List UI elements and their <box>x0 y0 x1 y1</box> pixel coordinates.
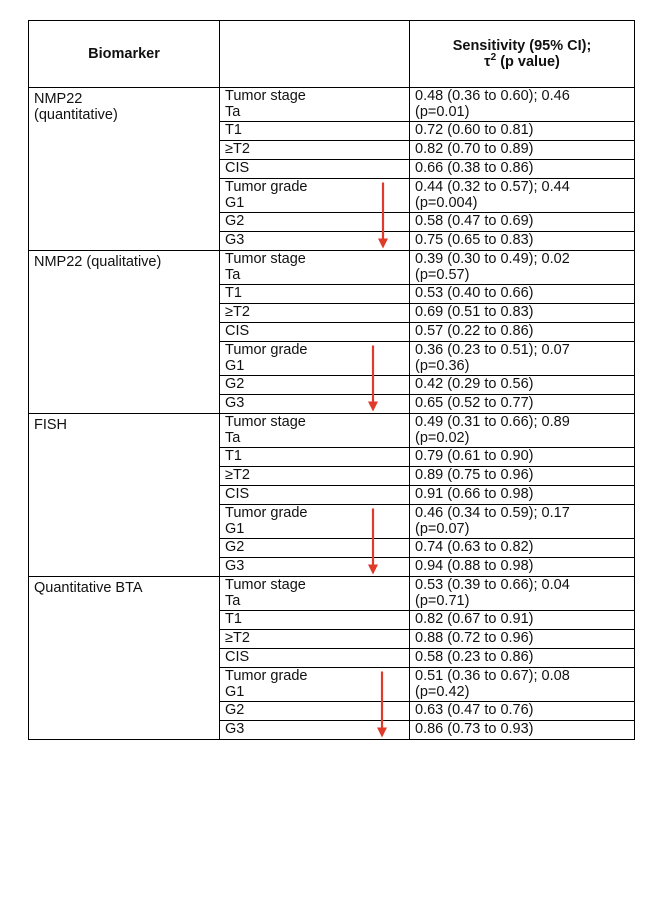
sensitivity-cell <box>410 721 635 740</box>
sensitivity-value: 0.69 (0.51 to 0.83) <box>415 304 534 320</box>
sensitivity-value: (p=0.01) <box>415 104 470 120</box>
category-cell <box>220 160 410 179</box>
sensitivity-cell <box>410 251 635 285</box>
category-label: T1 <box>225 285 242 301</box>
category-cell <box>220 630 410 649</box>
header-tau-sup: 2 <box>490 52 497 64</box>
header-sensitivity-line2: (p value) <box>500 54 560 70</box>
sensitivity-value: (p=0.02) <box>415 430 470 446</box>
category-label: Tumor grade <box>225 505 308 521</box>
sensitivity-value: 0.48 (0.36 to 0.60); 0.46 <box>415 88 570 104</box>
category-cell <box>220 558 410 577</box>
category-cell <box>220 323 410 342</box>
sensitivity-value: 0.82 (0.70 to 0.89) <box>415 141 534 157</box>
sensitivity-value: 0.42 (0.29 to 0.56) <box>415 376 534 392</box>
sensitivity-value: 0.46 (0.34 to 0.59); 0.17 <box>415 505 570 521</box>
table-header-row <box>29 21 635 88</box>
sensitivity-cell <box>410 285 635 304</box>
table-row <box>29 88 635 122</box>
sensitivity-cell <box>410 122 635 141</box>
biomarker-name-cell <box>29 577 220 740</box>
category-label: G2 <box>225 539 245 555</box>
category-label: Ta <box>225 430 241 446</box>
sensitivity-value: 0.36 (0.23 to 0.51); 0.07 <box>415 342 570 358</box>
category-cell <box>220 721 410 740</box>
sensitivity-value: (p=0.42) <box>415 684 470 700</box>
header-blank <box>220 21 410 88</box>
sensitivity-value: 0.82 (0.67 to 0.91) <box>415 611 534 627</box>
sensitivity-value: 0.53 (0.40 to 0.66) <box>415 285 534 301</box>
category-cell <box>220 285 410 304</box>
category-label: ≥T2 <box>225 304 250 320</box>
sensitivity-value: 0.58 (0.23 to 0.86) <box>415 649 534 665</box>
biomarker-name-cell <box>29 88 220 251</box>
category-cell <box>220 122 410 141</box>
category-label: G2 <box>225 702 245 718</box>
category-cell <box>220 505 410 539</box>
sensitivity-cell <box>410 702 635 721</box>
category-label: T1 <box>225 448 242 464</box>
table-row <box>29 251 635 285</box>
category-label: Tumor stage <box>225 414 306 430</box>
category-cell <box>220 702 410 721</box>
table-row <box>29 414 635 448</box>
category-label: G1 <box>225 684 245 700</box>
category-label: CIS <box>225 649 250 665</box>
sensitivity-value: 0.75 (0.65 to 0.83) <box>415 232 534 248</box>
category-label: G1 <box>225 521 245 537</box>
sensitivity-cell <box>410 213 635 232</box>
sensitivity-cell <box>410 539 635 558</box>
sensitivity-value: (p=0.36) <box>415 358 470 374</box>
biomarker-name-cell <box>29 251 220 414</box>
biomarker-name-line: NMP22 <box>34 91 83 107</box>
category-cell <box>220 577 410 611</box>
biomarker-name-cell <box>29 414 220 577</box>
category-label: G3 <box>225 558 245 574</box>
header-tau: τ <box>484 54 491 70</box>
category-cell <box>220 232 410 251</box>
header-biomarker: Biomarker <box>29 21 220 88</box>
sensitivity-cell <box>410 414 635 448</box>
sensitivity-value: 0.53 (0.39 to 0.66); 0.04 <box>415 577 570 593</box>
sensitivity-cell <box>410 486 635 505</box>
sensitivity-value: 0.74 (0.63 to 0.82) <box>415 539 534 555</box>
biomarker-name-line: (quantitative) <box>34 107 118 123</box>
category-cell <box>220 251 410 285</box>
category-cell <box>220 539 410 558</box>
sensitivity-value: (p=0.004) <box>415 195 478 211</box>
sensitivity-cell <box>410 649 635 668</box>
biomarker-name-line: FISH <box>34 417 68 433</box>
category-label: Tumor stage <box>225 577 306 593</box>
category-label: ≥T2 <box>225 141 250 157</box>
category-label: Ta <box>225 593 241 609</box>
sensitivity-value: 0.58 (0.47 to 0.69) <box>415 213 534 229</box>
category-cell <box>220 179 410 213</box>
sensitivity-cell <box>410 179 635 213</box>
sensitivity-cell <box>410 395 635 414</box>
sensitivity-value: 0.63 (0.47 to 0.76) <box>415 702 534 718</box>
category-label: Tumor grade <box>225 342 308 358</box>
category-cell <box>220 467 410 486</box>
header-sensitivity-line1: Sensitivity (95% CI); <box>452 38 592 54</box>
sensitivity-value: 0.94 (0.88 to 0.98) <box>415 558 534 574</box>
category-label: CIS <box>225 160 250 176</box>
category-cell <box>220 342 410 376</box>
category-cell <box>220 486 410 505</box>
category-label: Tumor stage <box>225 251 306 267</box>
category-cell <box>220 611 410 630</box>
category-label: T1 <box>225 611 242 627</box>
sensitivity-cell <box>410 558 635 577</box>
category-label: Ta <box>225 267 241 283</box>
category-label: ≥T2 <box>225 630 250 646</box>
category-label: Tumor grade <box>225 179 308 195</box>
sensitivity-value: 0.51 (0.36 to 0.67); 0.08 <box>415 668 570 684</box>
category-label: G3 <box>225 721 245 737</box>
sensitivity-value: 0.66 (0.38 to 0.86) <box>415 160 534 176</box>
sensitivity-value: 0.89 (0.75 to 0.96) <box>415 467 534 483</box>
sensitivity-cell <box>410 88 635 122</box>
category-label: Tumor grade <box>225 668 308 684</box>
biomarker-name-line: Quantitative BTA <box>34 580 143 596</box>
header-sensitivity <box>410 21 635 88</box>
sensitivity-cell <box>410 160 635 179</box>
category-label: G1 <box>225 358 245 374</box>
biomarker-table <box>28 20 635 740</box>
sensitivity-value: 0.65 (0.52 to 0.77) <box>415 395 534 411</box>
sensitivity-cell <box>410 630 635 649</box>
sensitivity-cell <box>410 668 635 702</box>
category-cell <box>220 668 410 702</box>
sensitivity-cell <box>410 232 635 251</box>
sensitivity-value: 0.88 (0.72 to 0.96) <box>415 630 534 646</box>
category-cell <box>220 649 410 668</box>
category-cell <box>220 448 410 467</box>
category-cell <box>220 213 410 232</box>
table-row <box>29 577 635 611</box>
category-label: G2 <box>225 213 245 229</box>
sensitivity-cell <box>410 342 635 376</box>
sensitivity-cell <box>410 505 635 539</box>
sensitivity-value: 0.86 (0.73 to 0.93) <box>415 721 534 737</box>
category-label: CIS <box>225 323 250 339</box>
sensitivity-value: 0.91 (0.66 to 0.98) <box>415 486 534 502</box>
sensitivity-value: (p=0.71) <box>415 593 470 609</box>
category-cell <box>220 304 410 323</box>
sensitivity-cell <box>410 141 635 160</box>
sensitivity-value: 0.57 (0.22 to 0.86) <box>415 323 534 339</box>
category-label: Ta <box>225 104 241 120</box>
sensitivity-cell <box>410 611 635 630</box>
category-cell <box>220 414 410 448</box>
sensitivity-value: 0.79 (0.61 to 0.90) <box>415 448 534 464</box>
category-label: G1 <box>225 195 245 211</box>
sensitivity-cell <box>410 323 635 342</box>
sensitivity-value: 0.72 (0.60 to 0.81) <box>415 122 534 138</box>
category-label: Tumor stage <box>225 88 306 104</box>
category-cell <box>220 395 410 414</box>
category-label: T1 <box>225 122 242 138</box>
category-label: G3 <box>225 232 245 248</box>
category-label: ≥T2 <box>225 467 250 483</box>
sensitivity-cell <box>410 376 635 395</box>
category-label: G3 <box>225 395 245 411</box>
category-cell <box>220 88 410 122</box>
category-cell <box>220 376 410 395</box>
sensitivity-value: 0.49 (0.31 to 0.66); 0.89 <box>415 414 570 430</box>
sensitivity-cell <box>410 304 635 323</box>
category-label: G2 <box>225 376 245 392</box>
sensitivity-value: 0.44 (0.32 to 0.57); 0.44 <box>415 179 570 195</box>
sensitivity-cell <box>410 448 635 467</box>
sensitivity-cell <box>410 467 635 486</box>
sensitivity-value: (p=0.57) <box>415 267 470 283</box>
category-label: CIS <box>225 486 250 502</box>
category-cell <box>220 141 410 160</box>
sensitivity-cell <box>410 577 635 611</box>
biomarker-name-line: NMP22 (qualitative) <box>34 254 162 270</box>
sensitivity-value: 0.39 (0.30 to 0.49); 0.02 <box>415 251 570 267</box>
document <box>28 20 634 881</box>
sensitivity-value: (p=0.07) <box>415 521 470 537</box>
